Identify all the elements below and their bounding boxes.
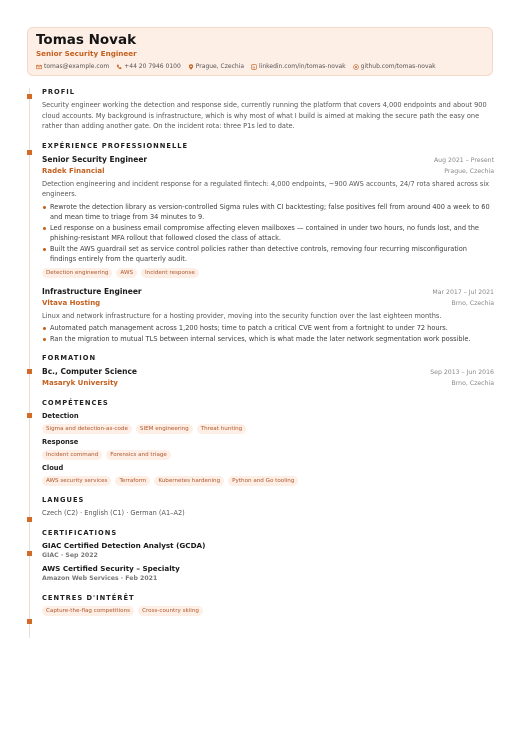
- interests-tags: [42, 606, 494, 616]
- education-dates: Sep 2013 – Jun 2016: [430, 369, 494, 376]
- contact-linkedin[interactable]: [251, 63, 346, 71]
- profile-heading: PROFIL: [42, 88, 76, 96]
- skill-tag: Incident response: [141, 268, 199, 278]
- cert-meta: Amazon Web Services · Feb 2021: [42, 575, 158, 582]
- section-marker: [27, 619, 32, 624]
- contact-phone-text: +44 20 7946 0100: [124, 63, 181, 70]
- job-entry: [42, 154, 494, 278]
- section-marker: [27, 369, 32, 374]
- skills-heading: COMPÉTENCES: [42, 399, 109, 407]
- location-icon: [188, 64, 194, 70]
- skill-tag: Sigma and detection-as-code: [42, 424, 132, 434]
- certifications-heading: CERTIFICATIONS: [42, 528, 118, 537]
- resume-body: [42, 88, 494, 626]
- skill-group-tags: [42, 424, 494, 434]
- skill-tag: AWS: [116, 268, 137, 278]
- job-tags: [42, 268, 494, 278]
- languages-section: [42, 496, 494, 519]
- contact-linkedin-text: linkedin.com/in/tomas-novak: [259, 63, 346, 70]
- contact-github-text: github.com/tomas-novak: [360, 63, 436, 70]
- contact-bar: [36, 63, 484, 71]
- job-location: Brno, Czechia: [451, 299, 494, 307]
- github-icon: [353, 64, 359, 70]
- education-heading: FORMATION: [42, 354, 97, 362]
- job-bullet: Rewrote the detection library as version-controlled Sigma rules with CI backtesting; false positives fell from around 400 a week to 60 and mean time to triage from 34 minutes to 9.: [42, 202, 494, 223]
- skills-section: [42, 399, 494, 486]
- education-school: Masaryk University: [42, 379, 118, 387]
- job-role: Infrastructure Engineer: [42, 286, 142, 296]
- job-summary: Linux and network infrastructure for a hosting provider, moving into the security function over the last eighteen months.: [42, 311, 442, 320]
- linkedin-icon: [251, 64, 257, 70]
- education-section: [42, 354, 494, 389]
- contact-location-text: Prague, Czechia: [195, 63, 245, 70]
- job-bullet: Automated patch management across 1,200 hosts; time to patch a critical CVE went from a fortnight to under 72 hours.: [42, 323, 494, 334]
- skill-tag: Kubernetes hardening: [154, 476, 224, 486]
- skill-group-tags: [42, 450, 494, 460]
- skill-group-label: Detection: [42, 412, 79, 420]
- contact-email[interactable]: [36, 63, 109, 71]
- candidate-name: Tomas Novak: [36, 32, 137, 48]
- skill-tag: Forensics and triage: [106, 450, 171, 460]
- interest-tag: Capture-the-flag competitions: [42, 606, 134, 616]
- job-dates: Mar 2017 – Jul 2021: [432, 288, 494, 296]
- skill-tag: Terraform: [115, 476, 150, 486]
- education-location: Brno, Czechia: [451, 380, 494, 387]
- experience-section: [42, 142, 494, 345]
- contact-github[interactable]: [353, 63, 436, 71]
- job-company: Vltava Hosting: [42, 298, 101, 307]
- section-marker: [27, 94, 32, 99]
- job-entry: [42, 286, 494, 345]
- contact-email-text: tomas@example.com: [44, 63, 110, 70]
- job-bullets: [42, 202, 494, 265]
- profile-text: Security engineer working the detection and response side, currently running the platform that covers 4,000 endpoints and about 900 cloud accounts. My background is infrastructure, which is why most of what I build is aimed at making the secure path the easy one rather than adding another gate. On the incident rota: three P1s led to date.: [42, 101, 487, 130]
- skill-group-label: Cloud: [42, 464, 64, 472]
- interests-heading: CENTRES D'INTÉRÊT: [42, 593, 135, 602]
- section-marker: [27, 517, 32, 522]
- job-bullet: Built the AWS guardrail set as service control policies rather than detective controls, removing four recurring misconfiguration findings entirely from the quarterly audit.: [42, 244, 494, 265]
- cert-name: AWS Certified Security – Specialty: [42, 563, 180, 573]
- interest-tag: Cross-country skiing: [138, 606, 203, 616]
- languages-text: Czech (C2) · English (C1) · German (A1–A2): [42, 509, 185, 517]
- skill-group-label: Response: [42, 438, 79, 446]
- section-marker: [27, 150, 32, 155]
- job-location: Prague, Czechia: [444, 167, 494, 175]
- job-dates: Aug 2021 – Present: [433, 156, 494, 164]
- cert-meta: GIAC · Sep 2022: [42, 552, 98, 559]
- skill-tag: Python and Go tooling: [228, 476, 298, 486]
- job-company: Radek Financial: [42, 166, 105, 175]
- section-marker: [27, 551, 32, 556]
- section-marker: [27, 413, 32, 418]
- interests-section: [42, 594, 494, 616]
- profile-section: [42, 88, 494, 132]
- certifications-section: [42, 529, 494, 584]
- skill-tag: Threat hunting: [197, 424, 246, 434]
- experience-heading: EXPÉRIENCE PROFESSIONNELLE: [42, 141, 189, 150]
- resume-header: [27, 27, 493, 76]
- education-degree: Bc., Computer Science: [42, 367, 138, 376]
- skill-tag: Detection engineering: [42, 268, 112, 278]
- job-bullets: [42, 323, 494, 344]
- contact-location: [188, 63, 244, 71]
- skill-group-tags: [42, 476, 494, 486]
- skill-tag: SIEM engineering: [136, 424, 193, 434]
- cert-name: GIAC Certified Detection Analyst (GCDA): [42, 540, 206, 550]
- job-role: Senior Security Engineer: [42, 154, 148, 164]
- contact-phone[interactable]: [116, 63, 181, 71]
- phone-icon: [116, 64, 122, 70]
- candidate-title: Senior Security Engineer: [36, 49, 137, 58]
- job-summary: Detection engineering and incident response for a regulated fintech: 4,000 endpoints, ~900 AWS accounts, 24/7 rota shared across six engineers.: [42, 179, 490, 198]
- email-icon: [36, 64, 42, 70]
- job-bullet: Ran the migration to mutual TLS between internal services, which is what made the later network segmentation work possible.: [42, 334, 494, 345]
- job-bullet: Led response on a business email compromise affecting eleven mailboxes — contained in under two hours, no funds lost, and the phishing-resistant MFA rollout that followed closed the class of attack.: [42, 223, 494, 244]
- skill-tag: AWS security services: [42, 476, 111, 486]
- skill-tag: Incident command: [42, 450, 102, 460]
- languages-heading: LANGUES: [42, 496, 85, 504]
